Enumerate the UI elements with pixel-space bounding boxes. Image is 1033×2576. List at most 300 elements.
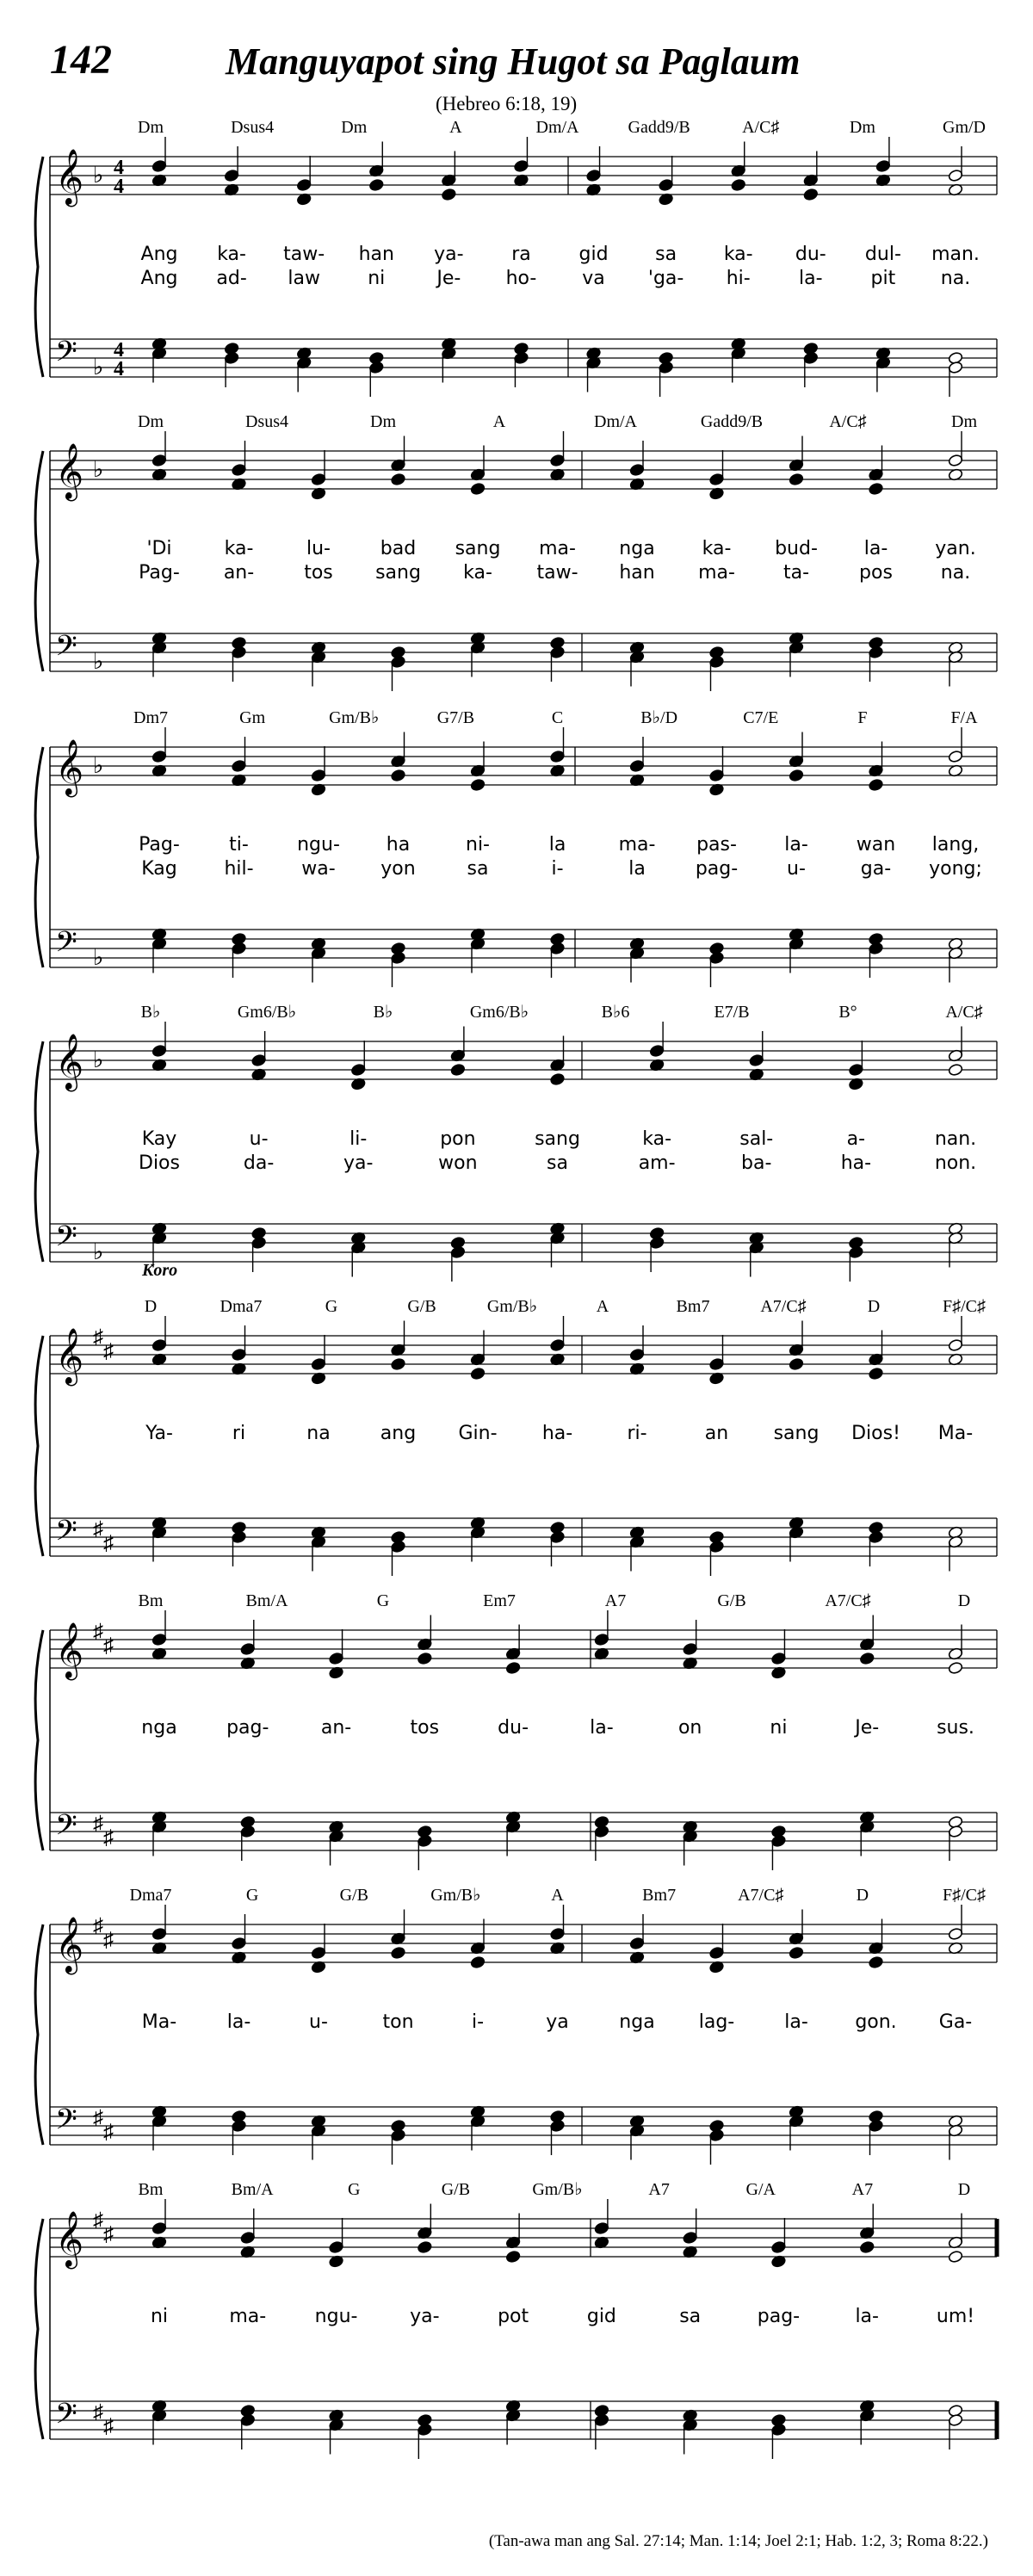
bass-clef: 𝄢 bbox=[55, 630, 77, 669]
chord-symbol: Dm7 bbox=[133, 708, 168, 727]
note-head bbox=[629, 463, 645, 476]
note-head bbox=[649, 1044, 665, 1057]
key-signature: ♯ bbox=[103, 1532, 114, 1555]
note-head bbox=[709, 655, 725, 668]
lyric-syllable: an- bbox=[223, 562, 255, 584]
key-signature: ♭ bbox=[93, 457, 104, 482]
note-head bbox=[848, 1063, 863, 1076]
note-head bbox=[391, 951, 406, 964]
note-head bbox=[709, 1357, 725, 1370]
time-signature: 4 bbox=[114, 176, 124, 198]
note-head bbox=[948, 454, 963, 466]
note-head bbox=[948, 1338, 963, 1351]
lyric-syllable: nan. bbox=[934, 1128, 977, 1150]
chord-symbol: A7 bbox=[648, 2180, 670, 2199]
chord-symbol: Dm bbox=[370, 412, 396, 431]
chord-symbol: B♭/D bbox=[640, 708, 678, 727]
note-head bbox=[232, 1348, 247, 1361]
note-head bbox=[789, 1357, 804, 1370]
lyric-syllable: non. bbox=[934, 1152, 977, 1174]
note-head bbox=[350, 1063, 366, 1076]
lyric-syllable: Pag- bbox=[139, 562, 180, 584]
lyric-syllable: gon. bbox=[855, 2011, 897, 2033]
note-head bbox=[224, 169, 239, 182]
note-head bbox=[869, 646, 884, 658]
key-signature: ♭ bbox=[93, 1239, 104, 1264]
note-head bbox=[771, 1652, 787, 1665]
note-head bbox=[251, 1236, 267, 1249]
chord-symbol: G/B bbox=[441, 2180, 471, 2199]
lyric-syllable: han bbox=[619, 562, 655, 584]
lyric-syllable: du- bbox=[498, 1717, 529, 1739]
lyric-syllable: pit bbox=[870, 268, 896, 289]
note-head bbox=[550, 1927, 566, 1940]
lyric-syllable: ra bbox=[511, 244, 531, 265]
scripture-footnote: (Tan-awa man ang Sal. 27:14; Man. 1:14; Joel 2:1; Hab. 1:2, 3; Roma 8:22.) bbox=[488, 2532, 988, 2550]
chord-symbol: Bm bbox=[138, 2180, 164, 2199]
lyric-syllable: sal- bbox=[739, 1128, 774, 1150]
system-8 bbox=[35, 2180, 997, 2459]
lyric-syllable: pon bbox=[440, 1128, 476, 1150]
lyric-syllable: yon bbox=[380, 858, 416, 880]
lyric-syllable: yong; bbox=[929, 858, 982, 880]
lyric-syllable: law bbox=[288, 268, 320, 289]
lyric-syllable: sa bbox=[679, 2306, 702, 2327]
lyric-syllable: na. bbox=[940, 268, 971, 289]
lyric-syllable: ha- bbox=[541, 1423, 573, 1444]
note-head bbox=[240, 2231, 256, 2244]
chord-symbol: A bbox=[551, 1886, 564, 1905]
note-head bbox=[232, 942, 247, 954]
key-signature: ♯ bbox=[103, 1929, 114, 1952]
note-head bbox=[948, 750, 963, 763]
note-head bbox=[649, 1236, 665, 1249]
lyric-syllable: ang bbox=[380, 1423, 417, 1444]
note-head bbox=[659, 178, 674, 191]
time-signature: 4 bbox=[114, 358, 124, 380]
key-signature: ♯ bbox=[93, 1326, 103, 1349]
chord-symbol: Dm bbox=[849, 118, 875, 137]
lyric-syllable: la- bbox=[784, 834, 808, 856]
song-title: Manguyapot sing Hugot sa Paglaum bbox=[226, 40, 801, 83]
lyric-syllable: ma- bbox=[229, 2306, 267, 2327]
chord-symbol: Gm bbox=[239, 708, 266, 727]
lyric-syllable: ga- bbox=[860, 858, 892, 880]
note-head bbox=[550, 1072, 566, 1085]
lyric-syllable: ya bbox=[546, 2011, 569, 2033]
chord-symbol: F/A bbox=[950, 708, 978, 727]
lyric-syllable: taw- bbox=[536, 562, 578, 584]
note-head bbox=[683, 1642, 698, 1655]
treble-clef: 𝄞 bbox=[55, 2213, 84, 2266]
note-head bbox=[709, 1540, 725, 1553]
note-head bbox=[948, 1825, 963, 1838]
lyric-syllable: Je- bbox=[436, 268, 461, 289]
lyric-syllable: sang bbox=[773, 1423, 820, 1444]
lyric-syllable: ya- bbox=[434, 244, 464, 265]
chord-symbol: Gm/B♭ bbox=[430, 1886, 481, 1905]
treble-clef: 𝄞 bbox=[55, 1330, 84, 1383]
chord-symbol: A7 bbox=[851, 2180, 874, 2199]
chord-symbol: G bbox=[348, 2180, 361, 2199]
key-signature: ♭ bbox=[93, 945, 104, 970]
lyric-syllable: ba- bbox=[741, 1152, 772, 1174]
lyric-syllable: sa bbox=[655, 244, 677, 265]
chord-symbol: G7/B bbox=[436, 708, 475, 727]
song-number: 142 bbox=[50, 37, 112, 83]
lyric-syllable: nga bbox=[141, 1717, 177, 1739]
treble-clef: 𝄞 bbox=[55, 1918, 84, 1972]
lyric-syllable: pag- bbox=[695, 858, 739, 880]
lyric-syllable: man. bbox=[931, 244, 980, 265]
lyric-syllable: gid bbox=[578, 244, 609, 265]
system-7 bbox=[35, 1886, 997, 2165]
chord-symbol: A/C♯ bbox=[829, 412, 867, 431]
system-brace bbox=[35, 1924, 43, 2145]
lyric-syllable: Ma- bbox=[937, 1423, 974, 1444]
note-head bbox=[848, 1245, 863, 1258]
chord-symbol: F♯/C♯ bbox=[942, 1297, 987, 1316]
lyric-syllable: Ang bbox=[140, 268, 178, 289]
note-head bbox=[391, 655, 406, 668]
chord-symbol: A/C♯ bbox=[945, 1003, 983, 1022]
note-head bbox=[594, 1825, 609, 1838]
lyric-syllable: u- bbox=[249, 1128, 269, 1150]
system-1 bbox=[35, 118, 997, 397]
chord-symbol: F bbox=[857, 708, 868, 727]
lyric-syllable: dul- bbox=[864, 244, 901, 265]
chord-symbol: B♭ bbox=[140, 1003, 161, 1022]
chord-symbol: Gm/B♭ bbox=[532, 2180, 583, 2199]
lyric-syllable: sa bbox=[547, 1152, 568, 1174]
note-head bbox=[550, 1530, 566, 1543]
note-head bbox=[470, 1955, 486, 1968]
chord-symbol: A bbox=[492, 412, 506, 431]
lyric-syllable: yan. bbox=[935, 538, 976, 559]
bass-clef: 𝄢 bbox=[55, 336, 77, 374]
note-head bbox=[152, 2221, 167, 2234]
lyric-syllable: na. bbox=[940, 562, 971, 584]
lyric-syllable: ma- bbox=[698, 562, 735, 584]
chord-symbol: G bbox=[325, 1297, 338, 1316]
lyric-syllable: tos bbox=[410, 1717, 440, 1739]
system-brace bbox=[35, 747, 43, 967]
note-head bbox=[417, 1652, 432, 1665]
chord-symbol: G/A bbox=[745, 2180, 776, 2199]
note-head bbox=[514, 159, 529, 172]
treble-clef: 𝄞 bbox=[55, 445, 84, 498]
note-head bbox=[859, 2240, 875, 2253]
note-head bbox=[550, 750, 566, 763]
lyric-syllable: hi- bbox=[726, 268, 751, 289]
chord-symbol: Dm bbox=[951, 412, 977, 431]
chord-symbol: Dm/A bbox=[535, 118, 579, 137]
note-head bbox=[869, 1530, 884, 1543]
note-head bbox=[629, 1937, 645, 1949]
lyric-syllable: han bbox=[358, 244, 394, 265]
lyric-syllable: ngu- bbox=[297, 834, 340, 856]
note-head bbox=[594, 1633, 609, 1646]
note-head bbox=[948, 361, 963, 374]
chord-symbol: D bbox=[867, 1297, 881, 1316]
chord-symbol: G bbox=[376, 1591, 390, 1610]
bass-clef: 𝄢 bbox=[55, 1220, 77, 1259]
bass-clef: 𝄢 bbox=[55, 2398, 77, 2437]
lyric-syllable: ngu- bbox=[314, 2306, 358, 2327]
lyric-syllable: ka- bbox=[702, 538, 732, 559]
note-head bbox=[948, 169, 963, 182]
lyric-syllable: ka- bbox=[642, 1128, 672, 1150]
note-head bbox=[505, 1661, 521, 1674]
note-head bbox=[152, 1044, 167, 1057]
chord-symbol: A bbox=[596, 1297, 609, 1316]
lyric-syllable: ka- bbox=[217, 244, 246, 265]
system-brace bbox=[35, 451, 43, 671]
note-head bbox=[329, 2240, 344, 2253]
note-head bbox=[550, 942, 566, 954]
treble-clef: 𝄞 bbox=[55, 741, 84, 794]
lyric-syllable: i- bbox=[551, 858, 564, 880]
system-4 bbox=[35, 1003, 997, 1282]
chord-symbol: Gm6/B♭ bbox=[237, 1003, 297, 1022]
note-head bbox=[771, 2423, 787, 2436]
chord-symbol: A7/C♯ bbox=[825, 1591, 871, 1610]
lyric-syllable: 'Di bbox=[146, 538, 172, 559]
note-head bbox=[152, 1338, 167, 1351]
chord-symbol: Dsus4 bbox=[231, 118, 275, 137]
chord-symbol: B° bbox=[838, 1003, 857, 1022]
note-head bbox=[869, 778, 884, 791]
lyric-syllable: ri- bbox=[627, 1423, 647, 1444]
chord-symbol: Dma7 bbox=[129, 1886, 172, 1905]
lyric-syllable: taw- bbox=[283, 244, 325, 265]
lyric-syllable: ka- bbox=[463, 562, 492, 584]
note-head bbox=[550, 646, 566, 658]
note-head bbox=[311, 473, 326, 485]
bass-clef: 𝄢 bbox=[55, 1515, 77, 1554]
key-signature: ♯ bbox=[103, 2415, 114, 2438]
lyric-syllable: Dios! bbox=[851, 1423, 900, 1444]
chord-symbol: A/C♯ bbox=[742, 118, 780, 137]
note-head bbox=[251, 1053, 267, 1066]
note-head bbox=[629, 1348, 645, 1361]
lyric-syllable: na bbox=[306, 1423, 331, 1444]
chord-symbol: Dsus4 bbox=[244, 412, 289, 431]
note-head bbox=[594, 2221, 609, 2234]
chord-symbol: Dm/A bbox=[594, 412, 637, 431]
key-signature: ♭ bbox=[93, 163, 104, 188]
note-head bbox=[594, 2413, 609, 2426]
key-signature: ♯ bbox=[93, 2107, 103, 2129]
bass-clef: 𝄢 bbox=[55, 1809, 77, 1848]
note-head bbox=[550, 1338, 566, 1351]
lyric-syllable: lang, bbox=[931, 834, 980, 856]
lyric-syllable: ma- bbox=[539, 538, 576, 559]
chord-symbol: A7/C♯ bbox=[760, 1297, 807, 1316]
chord-symbol: D bbox=[957, 2180, 971, 2199]
note-head bbox=[771, 1834, 787, 1847]
lyric-syllable: wan bbox=[856, 834, 896, 856]
key-signature: ♭ bbox=[93, 1047, 104, 1072]
system-brace bbox=[35, 1630, 43, 1850]
note-head bbox=[709, 1946, 725, 1959]
lyric-syllable: an bbox=[704, 1423, 729, 1444]
note-head bbox=[391, 473, 406, 485]
note-head bbox=[659, 361, 674, 374]
lyric-syllable: sus. bbox=[937, 1717, 974, 1739]
note-head bbox=[803, 351, 819, 364]
lyric-syllable: la bbox=[628, 858, 646, 880]
bass-clef: 𝄢 bbox=[55, 2103, 77, 2142]
lyric-syllable: da- bbox=[243, 1152, 275, 1174]
lyric-syllable: la- bbox=[855, 2306, 879, 2327]
chord-symbol: Dma7 bbox=[220, 1297, 263, 1316]
note-head bbox=[709, 473, 725, 485]
chord-symbol: Dm bbox=[138, 412, 164, 431]
key-signature: ♭ bbox=[93, 753, 104, 778]
lyric-syllable: ya- bbox=[410, 2306, 440, 2327]
chord-symbol: D bbox=[144, 1297, 158, 1316]
note-head bbox=[869, 1955, 884, 1968]
lyric-syllable: am- bbox=[638, 1152, 676, 1174]
lyric-syllable: won bbox=[438, 1152, 478, 1174]
note-head bbox=[329, 1652, 344, 1665]
lyric-syllable: ya- bbox=[343, 1152, 374, 1174]
lyric-syllable: du- bbox=[795, 244, 826, 265]
lyric-syllable: 'ga- bbox=[647, 268, 684, 289]
lyric-syllable: ma- bbox=[618, 834, 656, 856]
lyric-syllable: la- bbox=[590, 1717, 614, 1739]
lyric-syllable: sang bbox=[375, 562, 421, 584]
key-signature: ♯ bbox=[103, 1826, 114, 1850]
key-signature: ♯ bbox=[103, 1340, 114, 1363]
lyric-syllable: pos bbox=[859, 562, 893, 584]
note-head bbox=[470, 1367, 486, 1380]
note-head bbox=[683, 2231, 698, 2244]
note-head bbox=[391, 1946, 406, 1959]
key-signature: ♭ bbox=[93, 649, 104, 674]
lyric-syllable: ni- bbox=[466, 834, 490, 856]
note-head bbox=[417, 2240, 432, 2253]
key-signature: ♯ bbox=[93, 1621, 103, 1643]
chord-symbol: Bm bbox=[138, 1591, 164, 1610]
note-head bbox=[311, 769, 326, 781]
lyric-syllable: Kag bbox=[141, 858, 177, 880]
lyric-syllable: u- bbox=[787, 858, 806, 880]
key-signature: ♯ bbox=[103, 2223, 114, 2246]
lyric-syllable: sang bbox=[535, 1128, 580, 1150]
lyric-syllable: on bbox=[677, 1717, 702, 1739]
chord-symbol: Bm7 bbox=[676, 1297, 710, 1316]
key-signature: ♯ bbox=[93, 2401, 103, 2424]
chord-symbol: E7/B bbox=[714, 1003, 750, 1022]
chord-symbol: A7/C♯ bbox=[738, 1886, 784, 1905]
note-head bbox=[789, 1946, 804, 1959]
bass-clef: 𝄢 bbox=[55, 926, 77, 965]
note-head bbox=[240, 1825, 256, 1838]
lyric-syllable: la- bbox=[863, 538, 888, 559]
note-head bbox=[391, 1357, 406, 1370]
note-head bbox=[550, 2119, 566, 2132]
lyric-syllable: Ang bbox=[140, 244, 178, 265]
lyric-syllable: ha bbox=[386, 834, 411, 856]
note-head bbox=[731, 178, 746, 191]
chord-symbol: A bbox=[449, 118, 462, 137]
lyric-syllable: la- bbox=[799, 268, 823, 289]
system-6 bbox=[35, 1591, 997, 1870]
treble-clef: 𝄞 bbox=[55, 1035, 84, 1089]
note-head bbox=[441, 188, 456, 201]
lyric-syllable: u- bbox=[309, 2011, 328, 2033]
note-head bbox=[232, 646, 247, 658]
chord-symbol: G/B bbox=[717, 1591, 746, 1610]
lyric-syllable: la bbox=[548, 834, 566, 856]
system-brace bbox=[35, 157, 43, 377]
note-head bbox=[368, 178, 384, 191]
note-head bbox=[311, 1357, 326, 1370]
chord-symbol: C7/E bbox=[743, 708, 779, 727]
note-head bbox=[417, 2423, 432, 2436]
lyric-syllable: sang bbox=[455, 538, 501, 559]
note-head bbox=[789, 473, 804, 485]
key-signature: ♯ bbox=[93, 1518, 103, 1541]
chord-symbol: Gm/B♭ bbox=[329, 708, 380, 727]
chord-symbol: G bbox=[245, 1886, 259, 1905]
lyric-syllable: ho- bbox=[505, 268, 537, 289]
chord-symbol: A7 bbox=[604, 1591, 627, 1610]
note-head bbox=[368, 361, 384, 374]
note-head bbox=[709, 951, 725, 964]
lyric-syllable: hil- bbox=[224, 858, 254, 880]
chord-symbol: B♭ bbox=[373, 1003, 393, 1022]
lyric-syllable: la- bbox=[226, 2011, 251, 2033]
chord-symbol: Gadd9/B bbox=[628, 118, 690, 137]
lyric-syllable: ka- bbox=[723, 244, 753, 265]
note-head bbox=[417, 1834, 432, 1847]
note-head bbox=[232, 463, 247, 476]
lyric-syllable: nga bbox=[619, 538, 655, 559]
lyric-syllable: wa- bbox=[301, 858, 336, 880]
note-head bbox=[232, 1937, 247, 1949]
key-signature: ♯ bbox=[93, 1813, 103, 1835]
lyric-syllable: Ya- bbox=[145, 1423, 173, 1444]
note-head bbox=[629, 759, 645, 772]
lyric-syllable: ad- bbox=[216, 268, 247, 289]
note-head bbox=[749, 1053, 764, 1066]
note-head bbox=[948, 2413, 963, 2426]
lyric-syllable: pag- bbox=[757, 2306, 801, 2327]
note-head bbox=[152, 454, 167, 466]
system-brace bbox=[35, 2219, 43, 2439]
note-head bbox=[391, 1540, 406, 1553]
lyric-syllable: va bbox=[582, 268, 605, 289]
note-head bbox=[391, 2128, 406, 2141]
lyric-syllable: pot bbox=[498, 2306, 529, 2327]
chord-symbol: Dm bbox=[341, 118, 368, 137]
lyric-syllable: Gin- bbox=[458, 1423, 498, 1444]
lyric-syllable: i- bbox=[471, 2011, 485, 2033]
system-3 bbox=[35, 708, 997, 987]
chord-symbol: Gadd9/B bbox=[700, 412, 764, 431]
system-brace bbox=[35, 1336, 43, 1556]
note-head bbox=[450, 1245, 466, 1258]
note-head bbox=[550, 454, 566, 466]
note-head bbox=[232, 2119, 247, 2132]
treble-clef: 𝄞 bbox=[55, 151, 84, 204]
system-2 bbox=[35, 412, 997, 691]
lyric-syllable: ta- bbox=[782, 562, 810, 584]
treble-clef: 𝄞 bbox=[55, 1624, 84, 1677]
